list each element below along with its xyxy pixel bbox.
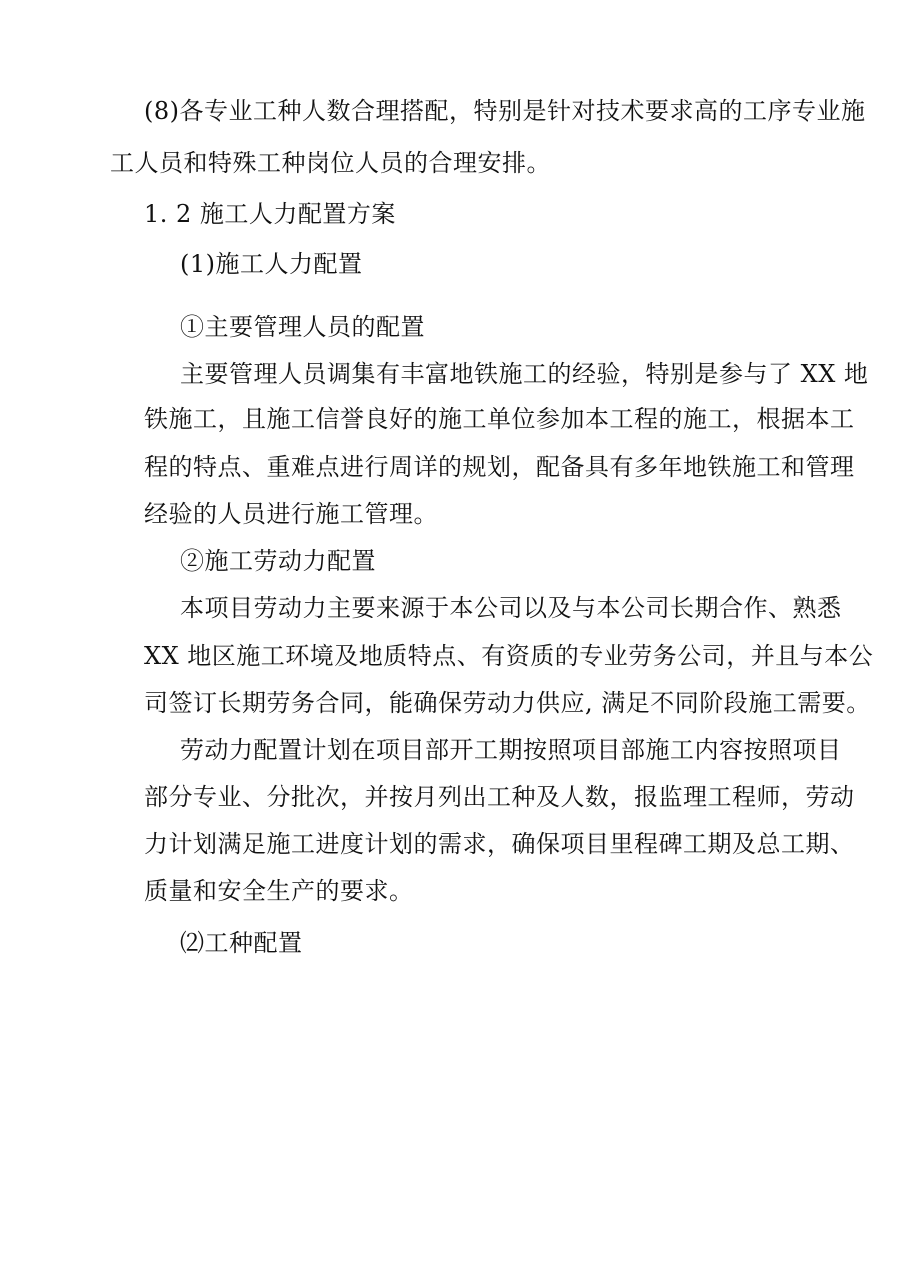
paragraph-plan-line-2: 部分专业、分批次，并按月列出工种及人数，报监理工程师，劳动 [144,783,855,811]
paragraph-management-line-1: 主要管理人员调集有丰富地铁施工的经验，特别是参与了 XX 地 [180,360,869,388]
paragraph-management-line-4: 经验的人员进行施工管理。 [144,500,438,528]
paragraph-labor-line-1: 本项目劳动力主要来源于本公司以及与本公司长期合作、熟悉 [180,594,842,622]
paragraph-management-line-2: 铁施工，且施工信誉良好的施工单位参加本工程的施工，根据本工 [144,405,855,433]
paragraph-labor-line-2: XX 地区施工环境及地质特点、有资质的专业劳务公司，并且与本公 [144,642,874,670]
section-heading-1-2: 1. 2 施工人力配置方案 [144,200,396,228]
paragraph-labor-line-3: 司签订长期劳务合同，能确保劳动力供应, 满足不同阶段施工需要。 [144,689,871,717]
paragraph-plan-line-4: 质量和安全生产的要求。 [144,877,414,905]
paragraph-plan-line-3: 力计划满足施工进度计划的需求，确保项目里程碑工期及总工期、 [144,830,855,858]
subheading-2: ⑵工种配置 [180,929,303,957]
paragraph-item-8-line-2: 工人员和特殊工种岗位人员的合理安排。 [110,149,551,177]
subheading-circled-1: ①主要管理人员的配置 [180,313,425,341]
subheading-1: (1)施工人力配置 [180,250,363,278]
paragraph-plan-line-1: 劳动力配置计划在项目部开工期按照项目部施工内容按照项目 [180,736,842,764]
paragraph-management-line-3: 程的特点、重难点进行周详的规划，配备具有多年地铁施工和管理 [144,453,855,481]
subheading-circled-2: ②施工劳动力配置 [180,547,376,575]
paragraph-item-8-line-1: (8)各专业工种人数合理搭配，特别是针对技术要求高的工序专业施 [144,97,866,125]
